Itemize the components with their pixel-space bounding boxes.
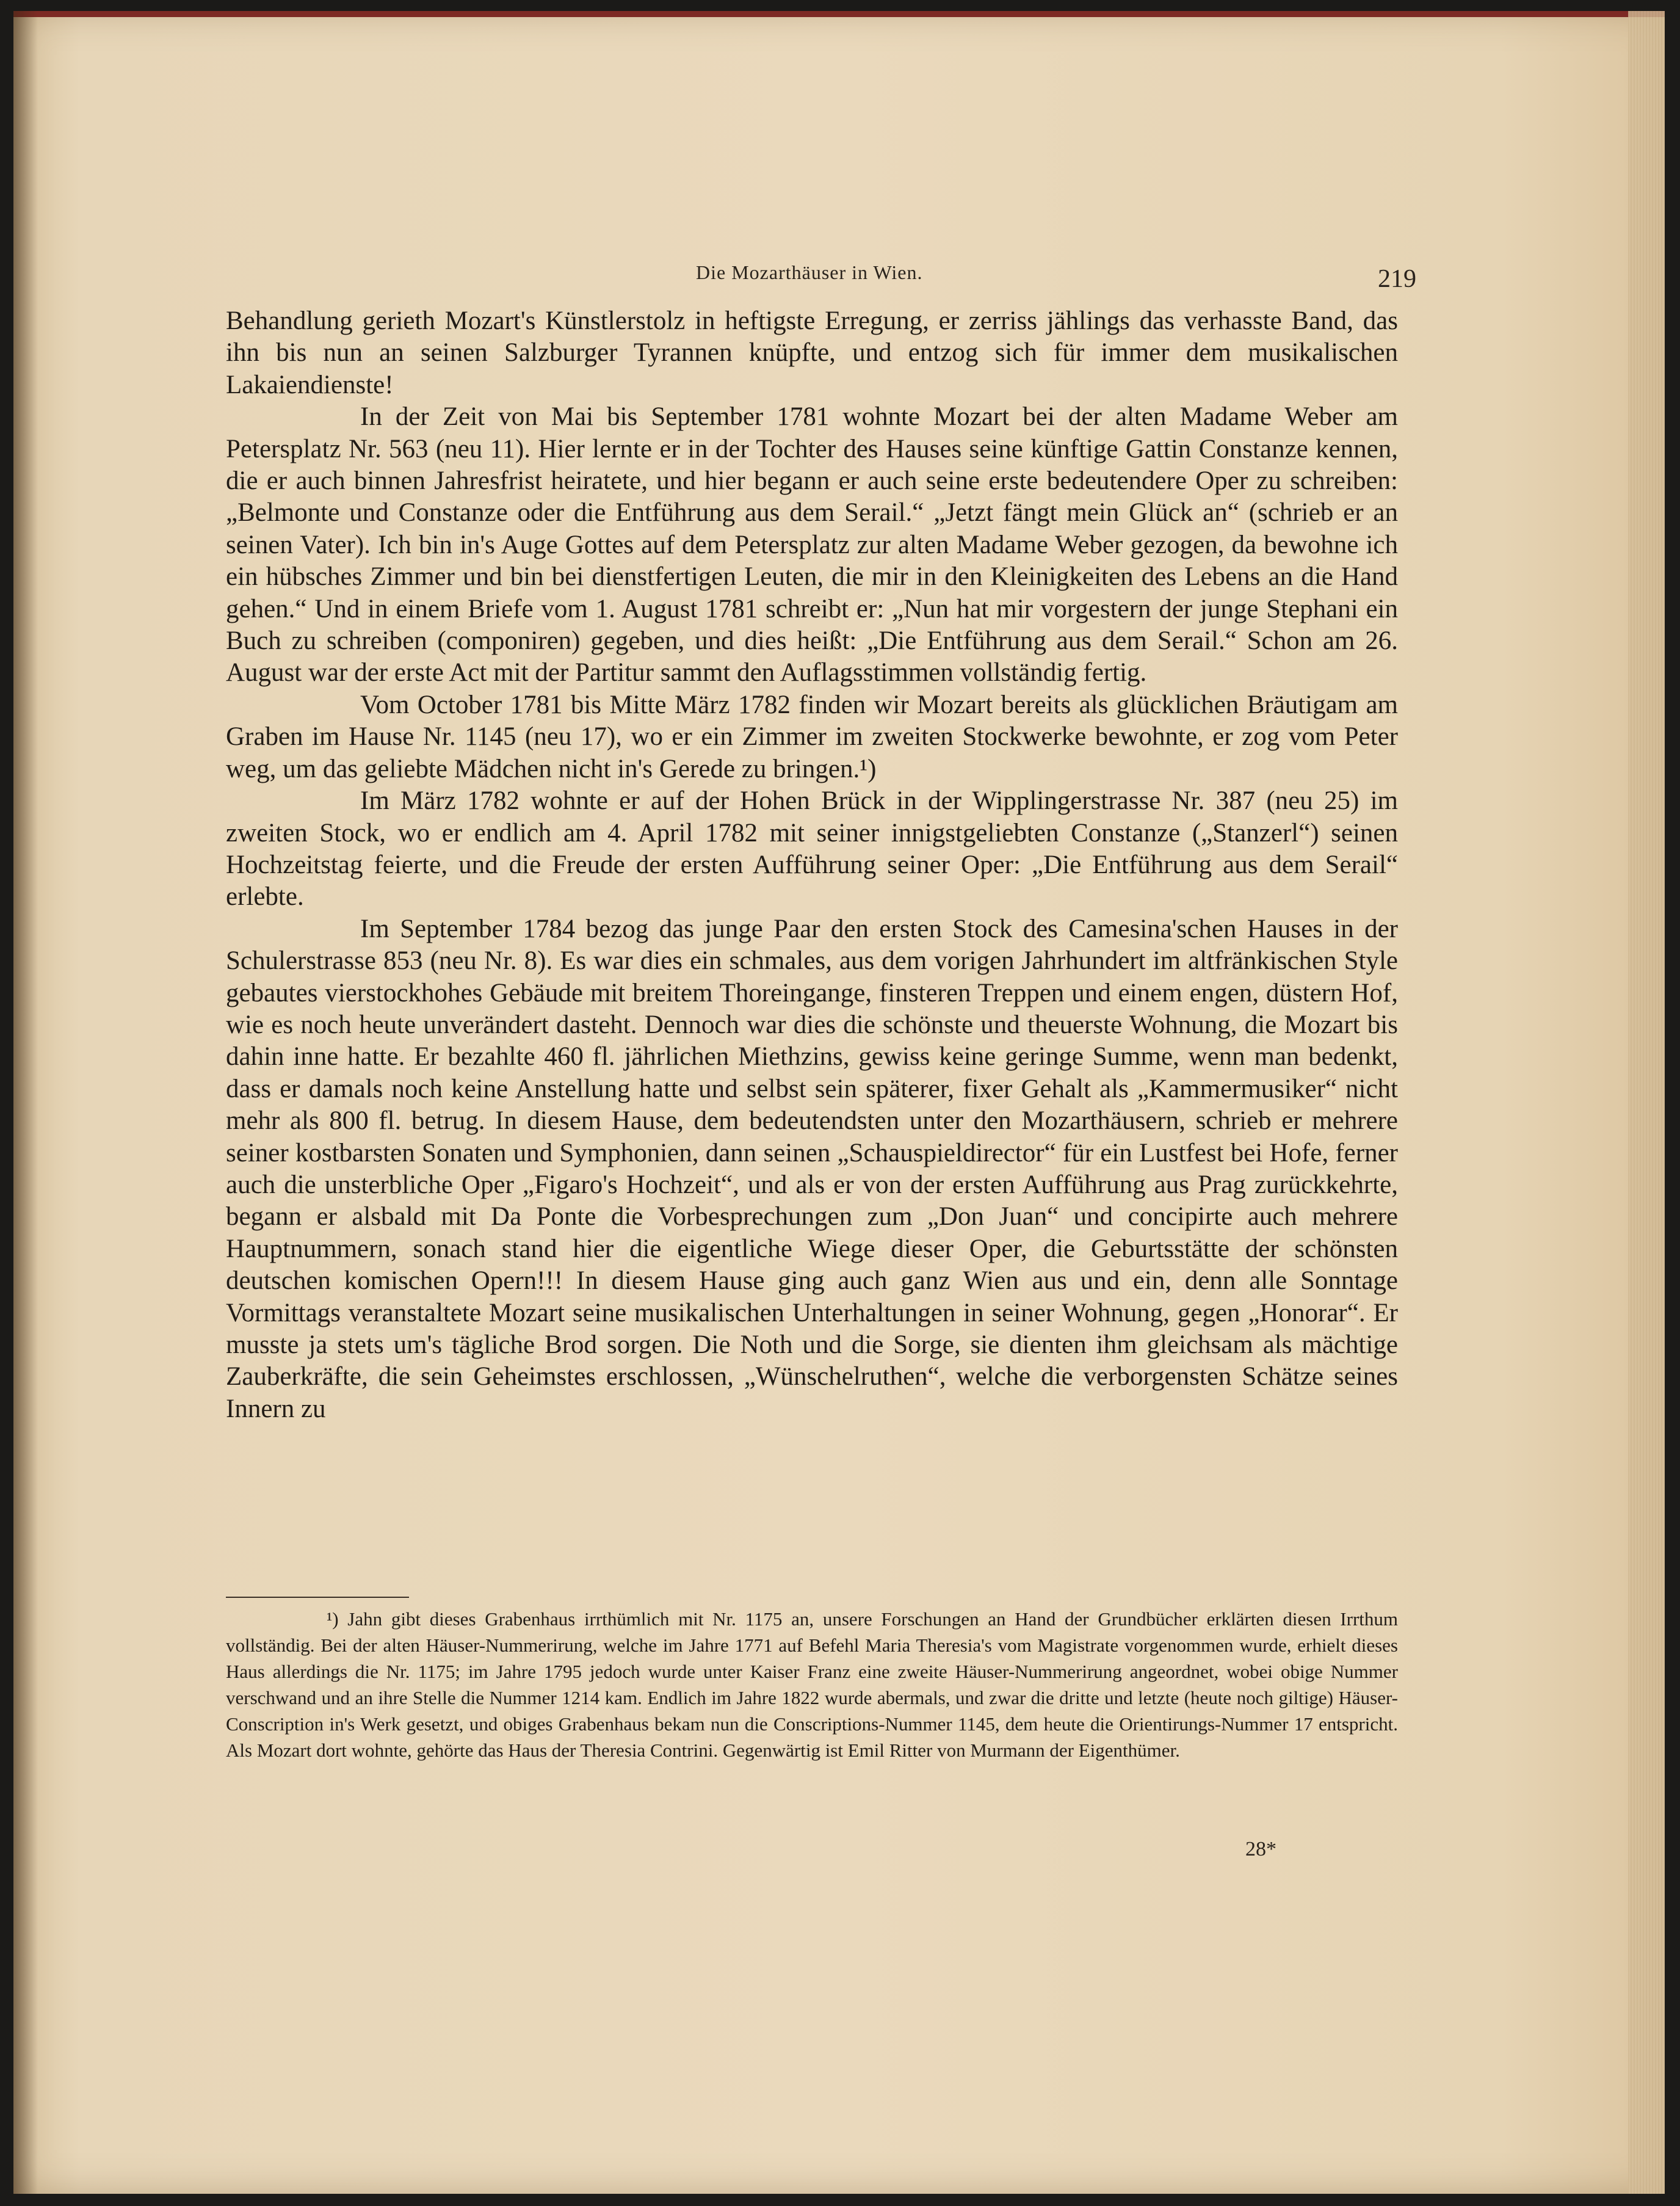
top-binding-band: [13, 11, 1665, 17]
page-edge: [1628, 11, 1665, 2194]
signature-mark: 28*: [1245, 1838, 1276, 1860]
paragraph: Behandlung gerieth Mozart's Künstlerstolz in heftigste Erregung, er zerriss jählings das verhasste Band, das ihn bis nun an seinen Salzburger Tyrannen knüpfte, und entzog sich für immer dem musikalischen Lakaiendienste!: [226, 307, 1398, 399]
paragraph: Vom October 1781 bis Mitte März 1782 finden wir Mozart bereits als glücklichen Bräutigam am Graben im Hause Nr. 1145 (neu 17), wo er ein Zimmer im zweiten Stockwerke bewohnte, er zog vom Peter weg, um das geliebte Mädchen nicht in's Gerede zu bringen.¹): [226, 690, 1398, 783]
page-number: 219: [1378, 265, 1416, 293]
footnote: [226, 1606, 1398, 1763]
footnote-text: ¹) Jahn gibt dieses Grabenhaus irrthümlich mit Nr. 1175 an, unsere Forschungen an Hand der Grundbücher erklärten diesen Irrthum vollständig. Bei der alten Häuser-Nummerirung, welche im Jahre 1771 auf Befehl Maria Theresia's vom Magistrate vorgenommen wurde, erhielt dieses Haus allerdings die Nr. 1175; im Jahre 1795 jedoch wurde unter Kaiser Franz eine zweite Häuser-Nummerirung angeordnet, wobei obige Nummer verschwand und an ihre Stelle die Nummer 1214 kam. Endlich im Jahre 1822 wurde abermals, und zwar die dritte und letzte (heute noch giltige) Häuser-Conscription in's Werk gesetzt, und obiges Grabenhaus bekam nun die Conscriptions-Nummer 1145, dem heute die Orientirungs-Nummer 17 entspricht. Als Mozart dort wohnte, gehörte das Haus der Theresia Contrini. Gegenwärtig ist Emil Ritter von Murmann der Eigenthümer.: [226, 1608, 1398, 1761]
footnote-divider: [226, 1597, 409, 1598]
paragraph: In der Zeit von Mai bis September 1781 wohnte Mozart bei der alten Madame Weber am Petersplatz Nr. 563 (neu 11). Hier lernte er in der Tochter des Hauses seine künftige Gattin Constanze kennen, die er auch binnen Jahresfrist heiratete, und hier begann er auch seine erste bedeutendere Oper zu schreiben: „Belmonte und Constanze oder die Entführung aus dem Serail.“ „Jetzt fängt mein Glück an“ (schrieb er an seinen Vater). Ich bin in's Auge Gottes auf dem Petersplatz zur alten Madame Weber gezogen, da bewohne ich ein hübsches Zimmer und bin bei dienstfertigen Leuten, die mir in den Kleinigkeiten des Lebens an die Hand gehen.“ Und in einem Briefe vom 1. August 1781 schreibt er: „Nun hat mir vorgestern der junge Stephani ein Buch zu schreiben (componiren) gegeben, und dies heißt: „Die Entführung aus dem Serail.“ Schon am 26. August war der erste Act mit der Partitur sammt den Auflagsstimmen vollständig fertig.: [226, 402, 1398, 688]
page-header: [232, 255, 1416, 298]
running-title: Die Mozarthäuser in Wien.: [696, 261, 923, 283]
spine-shadow: [13, 11, 38, 2194]
main-text: [226, 305, 1398, 1425]
paragraph: Im September 1784 bezog das junge Paar den ersten Stock des Camesina'schen Hauses in der Schulerstrasse 853 (neu Nr. 8). Es war dies ein schmales, aus dem vorigen Jahrhundert im altfränkischen Style gebautes vierstockhohes Gebäude mit breitem Thoreingange, finsteren Treppen und einem engen, düstern Hof, wie es noch heute unverändert dasteht. Dennoch war dies die schönste und theuerste Wohnung, die Mozart bis dahin inne hatte. Er bezahlte 460 fl. jährlichen Miethzins, gewiss keine geringe Summe, wenn man bedenkt, dass er damals noch keine Anstellung hatte und selbst sein späterer, fixer Gehalt als „Kammermusiker“ nicht mehr als 800 fl. betrug. In diesem Hause, dem bedeutendsten unter den Mozarthäusern, schrieb er mehrere seiner kostbarsten Sonaten und Symphonien, dann seinen „Schauspieldirector“ für ein Lustfest bei Hofe, ferner auch die unsterbliche Oper „Figaro's Hochzeit“, und als er von der ersten Aufführung aus Prag zurückkehrte, begann er alsbald mit Da Ponte die Vorbesprechungen zum „Don Juan“ und concipirte auch mehrere Hauptnummern, sonach stand hier die eigentliche Wiege dieser Oper, die Geburtsstätte der schönsten deutschen komischen Opern!!! In diesem Hause ging auch ganz Wien aus und ein, denn alle Sonntage Vormittags veranstaltete Mozart seine musikalischen Unterhaltungen in seiner Wohnung, gegen „Honorar“. Er musste ja stets um's tägliche Brod sorgen. Die Noth und die Sorge, sie dienten ihm gleichsam als mächtige Zauberkräfte, die sein Geheimstes erschlossen, „Wünschelruthen“, welche die verborgensten Schätze seines Innern zu: [226, 914, 1398, 1423]
paragraph: Im März 1782 wohnte er auf der Hohen Brück in der Wipplingerstrasse Nr. 387 (neu 25) im zweiten Stock, wo er endlich am 4. April 1782 mit seiner innigstgeliebten Constanze („Stanzerl“) seinen Hochzeitstag feierte, und die Freude der ersten Aufführung seiner Oper: „Die Entführung aus dem Serail“ erlebte.: [226, 786, 1398, 912]
